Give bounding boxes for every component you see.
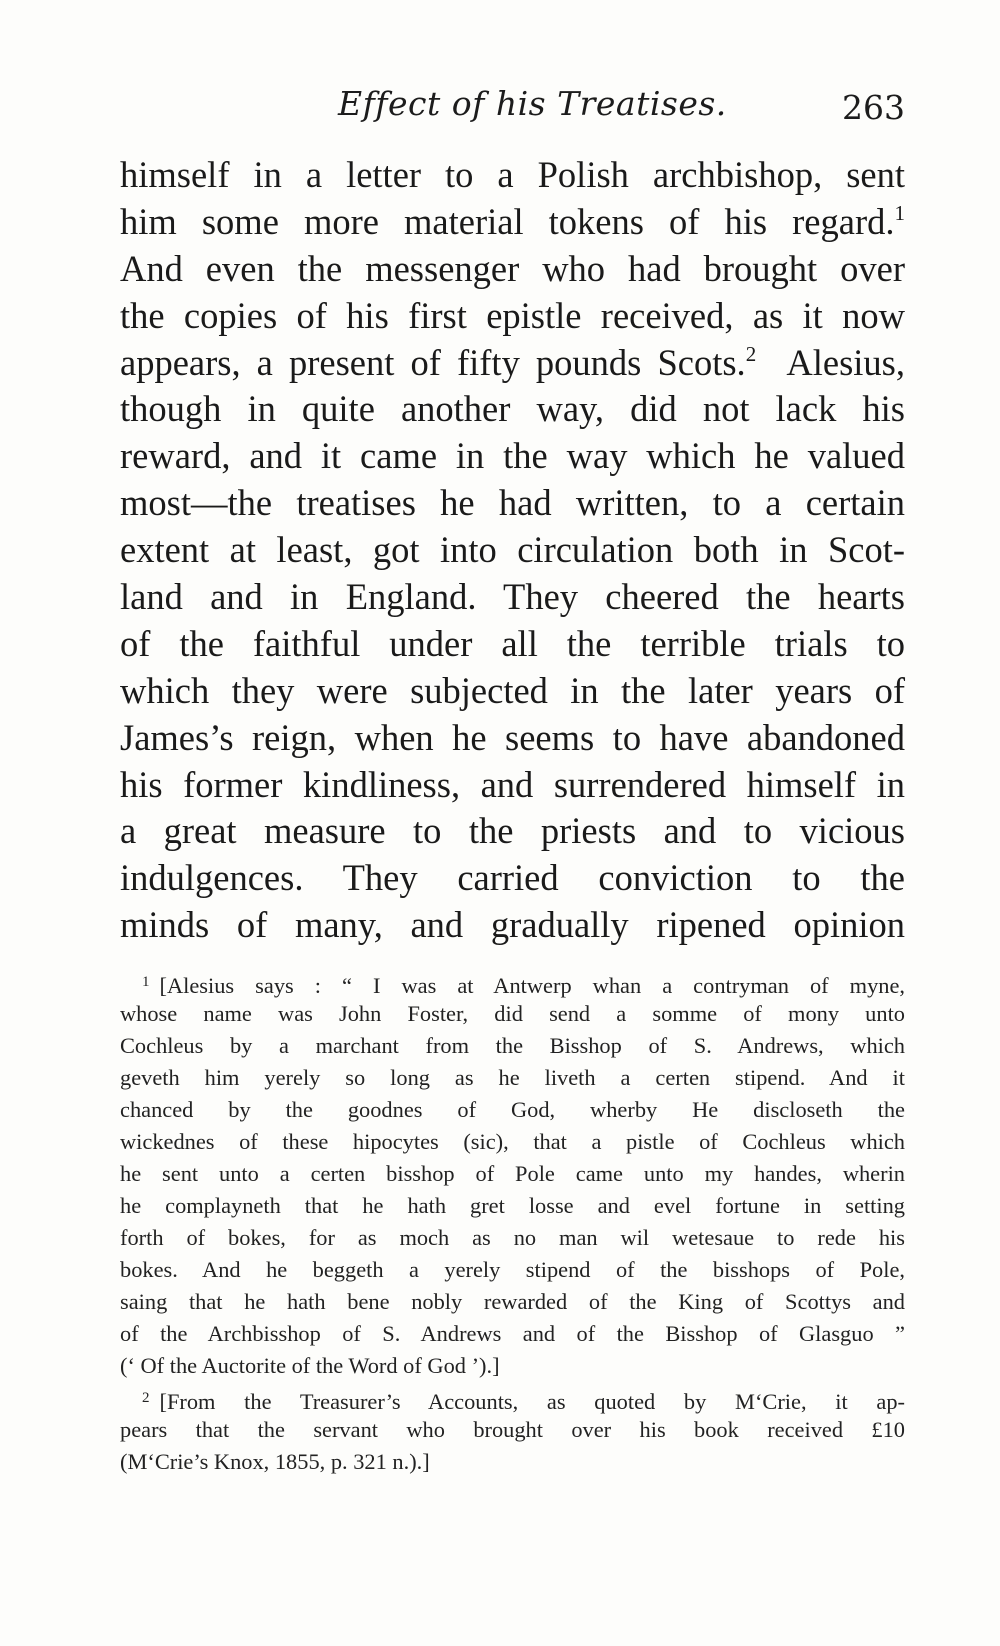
footnote-line: saing that he hath bene nobly rewarded of the King of Scottys and <box>120 1289 905 1314</box>
footnote-line: of the Archbisshop of S. Andrews and of the Bisshop of Glasguo ” <box>120 1321 905 1346</box>
text-line: appears, a present of fifty pounds Scots.$^2$ Alesius, <box>120 341 905 383</box>
text-line: a great measure to the priests and to vicious <box>120 810 905 852</box>
running-head <box>120 84 905 132</box>
page-number: 263 <box>842 88 905 127</box>
footnote-line: chanced by the goodnes of God, wherby He discloseth the <box>120 1097 905 1122</box>
main-text <box>120 152 905 949</box>
text-line: extent at least, got into circulation both in Scot- <box>120 529 905 571</box>
text-line: reward, and it came in the way which he valued <box>120 435 905 477</box>
footnote-line: he complayneth that he hath gret losse and evel fortune in setting <box>120 1193 905 1218</box>
text-line: indulgences. They carried conviction to the <box>120 857 905 899</box>
footnote-line: (‘ Of the Auctorite of the Word of God ’).] <box>120 1353 500 1378</box>
footnote-marker: 1 <box>142 974 150 990</box>
footnote-line: Cochleus by a marchant from the Bisshop of S. Andrews, which <box>120 1033 905 1058</box>
footnote-marker: 2 <box>142 1390 150 1406</box>
footnote-line: pears that the servant who brought over his book received £10 <box>120 1417 905 1442</box>
footnote-2 <box>120 1382 905 1478</box>
text-line: him some more material tokens of his regard.$^1$ <box>120 200 905 242</box>
footnote-1 <box>120 966 905 1382</box>
footnote-line: forth of bokes, for as moch as no man wil wetesaue to rede his <box>120 1225 905 1250</box>
text-line: land and in England. They cheered the hearts <box>120 576 905 618</box>
text-line: James’s reign, when he seems to have abandoned <box>120 716 905 758</box>
footnote-line: (M‘Crie’s Knox, 1855, p. 321 n.).] <box>120 1449 430 1474</box>
text-line: his former kindliness, and surrendered himself in <box>120 763 905 805</box>
footnote-line: $^2$ [From the Treasurer’s Accounts, as quoted by M‘Crie, it ap- <box>142 1389 905 1414</box>
text-line: the copies of his first epistle received, as it now <box>120 294 905 336</box>
footnote-ref: 1 <box>894 200 905 225</box>
footnotes <box>120 966 905 1478</box>
footnote-line: bokes. And he beggeth a yerely stipend of the bisshops of Pole, <box>120 1257 905 1282</box>
text-line: most—the treatises he had written, to a certain <box>120 482 905 524</box>
footnote-line: geveth him yerely so long as he liveth a certen stipend. And it <box>120 1065 905 1090</box>
footnote-ref: 2 <box>745 341 757 366</box>
footnote-line: $^1$ [Alesius says : “ I was at Antwerp whan a contryman of myne, <box>142 973 905 998</box>
text-line: himself in a letter to a Polish archbishop, sent <box>120 154 905 195</box>
running-title: Effect of his Treatises. <box>338 84 727 123</box>
text-line: of the faithful under all the terrible trials to <box>120 622 905 664</box>
text-line: And even the messenger who had brought over <box>120 247 905 289</box>
footnote-line: wickednes of these hipocytes (sic), that a pistle of Cochleus which <box>120 1129 905 1154</box>
text-line: though in quite another way, did not lack his <box>120 388 905 430</box>
text-line: which they were subjected in the later years of <box>120 669 905 711</box>
footnote-line: whose name was John Foster, did send a somme of mony unto <box>120 1001 905 1026</box>
text-line: minds of many, and gradually ripened opinion <box>120 904 905 946</box>
footnote-line: he sent unto a certen bisshop of Pole came unto my handes, wherin <box>120 1161 905 1186</box>
